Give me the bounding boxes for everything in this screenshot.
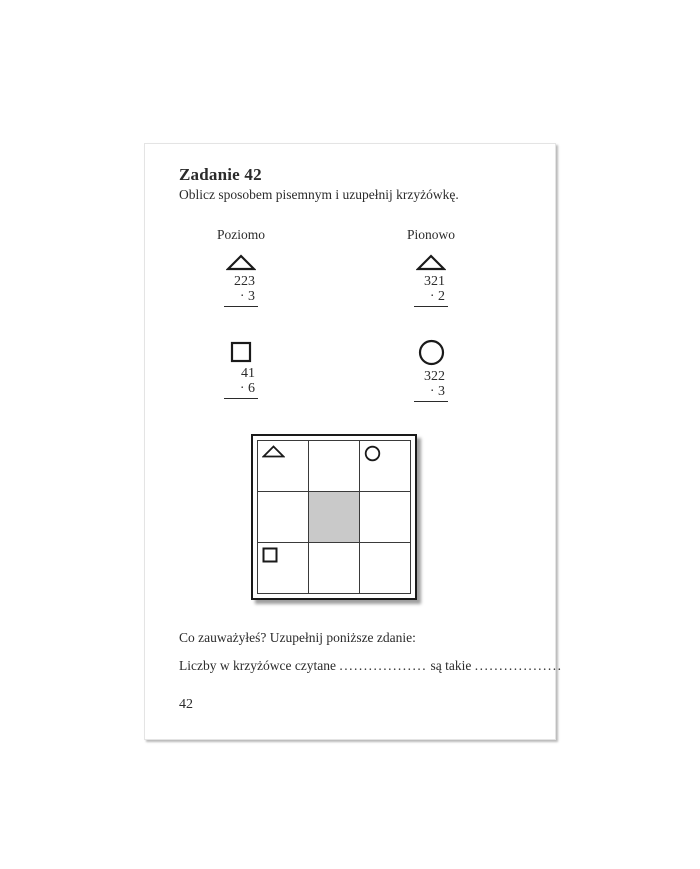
written-multiplication: [414, 274, 448, 307]
sentence-blank1: ..................: [339, 658, 428, 673]
sentence-blank2: ..................: [474, 658, 563, 673]
crossword-cell-r1c2: [360, 492, 411, 543]
problem-poziomo-triangle: [185, 254, 297, 307]
question-text: Co zauważyłeś? Uzupełnij poniższe zdanie:: [179, 630, 416, 645]
crossword-cell-r2c1: [309, 543, 360, 594]
fill-in-sentence: [179, 658, 563, 674]
crossword-cell-r2c2: [360, 543, 411, 594]
problem-pionowo-triangle: [375, 254, 487, 307]
operand-value: 321: [424, 274, 445, 289]
operand-value: 223: [234, 274, 255, 289]
sentence-part1: Liczby w krzyżówce czytane: [179, 658, 337, 673]
crossword-cell-r0c2: [360, 441, 411, 492]
column-header-poziomo: Poziomo: [216, 227, 265, 242]
square-icon: [262, 547, 278, 563]
written-multiplication: [224, 274, 258, 307]
crossword-cells: [257, 440, 411, 594]
triangle-icon: [262, 445, 285, 458]
multiplier-value: · 3: [414, 384, 448, 402]
operand-value: 41: [241, 366, 255, 381]
multiplier-value: · 6: [224, 381, 258, 399]
crossword-cell-r0c0: [258, 441, 309, 492]
crossword-cell-r0c1: [309, 441, 360, 492]
operand-value: 322: [424, 369, 445, 384]
square-icon: [230, 341, 252, 363]
triangle-icon: [226, 254, 256, 271]
crossword-grid: [251, 434, 417, 600]
problem-pionowo-circle: [375, 339, 487, 402]
written-multiplication: [414, 369, 448, 402]
crossword-cell-r2c0: [258, 543, 309, 594]
crossword-cell-r1c1-shaded: [309, 492, 360, 543]
sentence-part2: są takie: [430, 658, 472, 673]
task-title: Zadanie 42: [179, 165, 262, 184]
multiplier-value: · 3: [224, 289, 258, 307]
column-header-pionowo: Pionowo: [406, 227, 455, 242]
problem-poziomo-square: [185, 341, 297, 399]
page-number: 42: [179, 697, 193, 712]
triangle-icon: [416, 254, 446, 271]
written-multiplication: [224, 366, 258, 399]
crossword-cell-r1c0: [258, 492, 309, 543]
task-instruction: Oblicz sposobem pisemnym i uzupełnij krzyżówkę.: [179, 187, 459, 202]
circle-icon: [418, 339, 445, 366]
workbook-page: [144, 143, 563, 740]
circle-icon: [364, 445, 381, 462]
multiplier-value: · 2: [414, 289, 448, 307]
